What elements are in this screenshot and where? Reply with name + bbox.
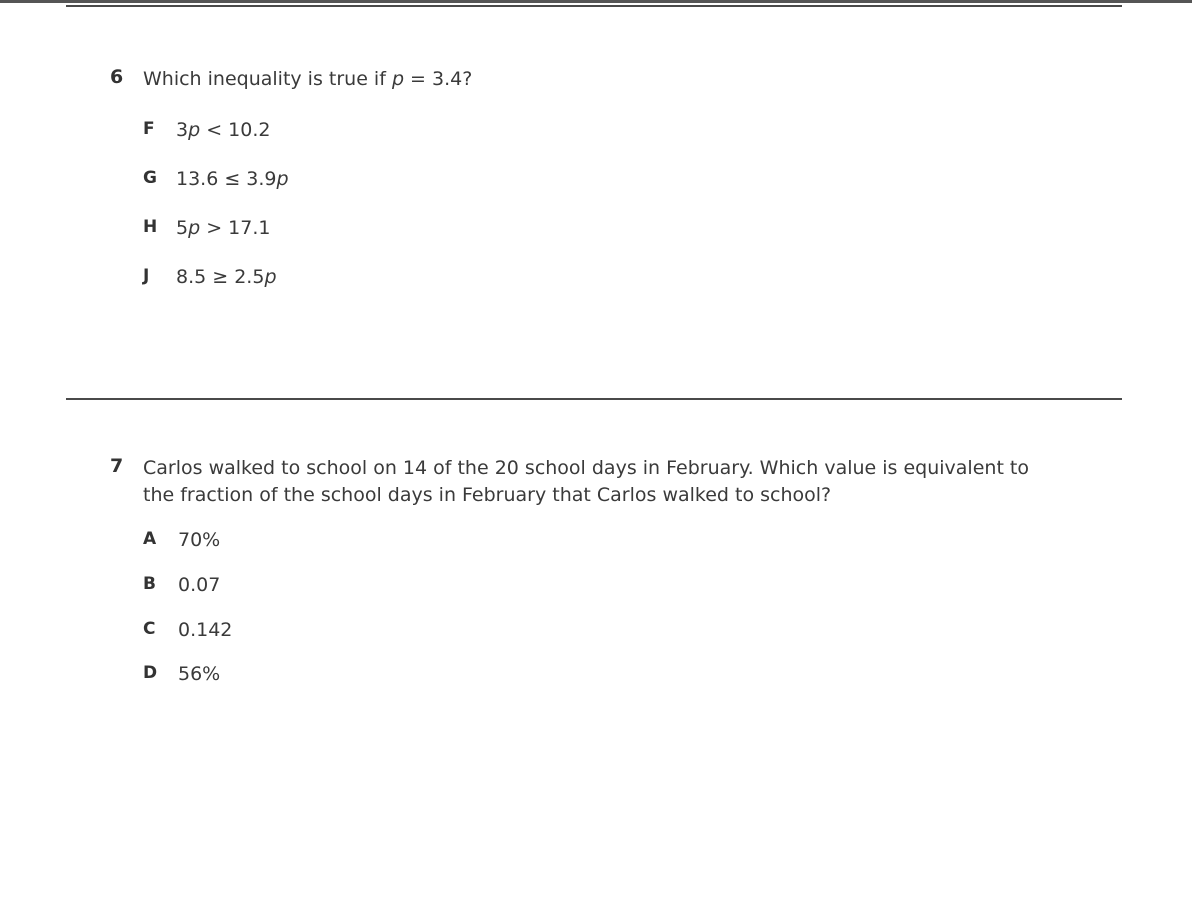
stem-text: = 3.4? bbox=[404, 68, 473, 90]
choice-text: 70% bbox=[178, 529, 221, 551]
stem-line-2: the fraction of the school days in February that Carlos walked to school? bbox=[143, 484, 832, 506]
question-stem bbox=[143, 455, 1029, 509]
choice-text: 56% bbox=[178, 663, 221, 685]
choice-variable: p bbox=[264, 266, 277, 288]
choice-text-part: 5 bbox=[176, 217, 189, 239]
choice-text-part: 8.5 ≥ 2.5 bbox=[176, 266, 265, 288]
choice-variable: p bbox=[276, 168, 289, 190]
choice-text bbox=[176, 119, 270, 141]
question-number: 6 bbox=[110, 66, 124, 88]
question-number: 7 bbox=[110, 455, 124, 477]
choice-text bbox=[176, 217, 270, 239]
choice-variable: p bbox=[188, 119, 201, 141]
choice-letter: B bbox=[143, 574, 156, 594]
stem-variable: p bbox=[391, 68, 405, 90]
stem-line-1: Carlos walked to school on 14 of the 20 school days in February. Which value is equivalent to bbox=[143, 457, 1030, 479]
choice-letter: A bbox=[143, 529, 157, 549]
page-top-border bbox=[0, 0, 1192, 3]
choice-letter: H bbox=[143, 217, 158, 237]
choice-text: 0.142 bbox=[178, 619, 233, 641]
choice-letter: J bbox=[143, 266, 150, 286]
question-6 bbox=[110, 66, 1090, 296]
choice-letter: D bbox=[143, 663, 158, 683]
question-stem bbox=[143, 66, 472, 93]
choice-text bbox=[176, 168, 289, 190]
choice-text-part: 13.6 ≤ 3.9 bbox=[176, 168, 277, 190]
question-7 bbox=[110, 455, 1090, 695]
choice-letter: G bbox=[143, 168, 157, 188]
choice-variable: p bbox=[188, 217, 201, 239]
choice-text-part: 3 bbox=[176, 119, 189, 141]
choice-text bbox=[176, 266, 277, 288]
choice-letter: F bbox=[143, 119, 155, 139]
choice-letter: C bbox=[143, 619, 156, 639]
choice-text-part: < 10.2 bbox=[200, 119, 271, 141]
choice-text: 0.07 bbox=[178, 574, 221, 596]
stem-text: Which inequality is true if bbox=[143, 68, 392, 90]
choice-text-part: > 17.1 bbox=[200, 217, 271, 239]
question-divider bbox=[66, 398, 1122, 400]
top-divider bbox=[66, 5, 1122, 7]
